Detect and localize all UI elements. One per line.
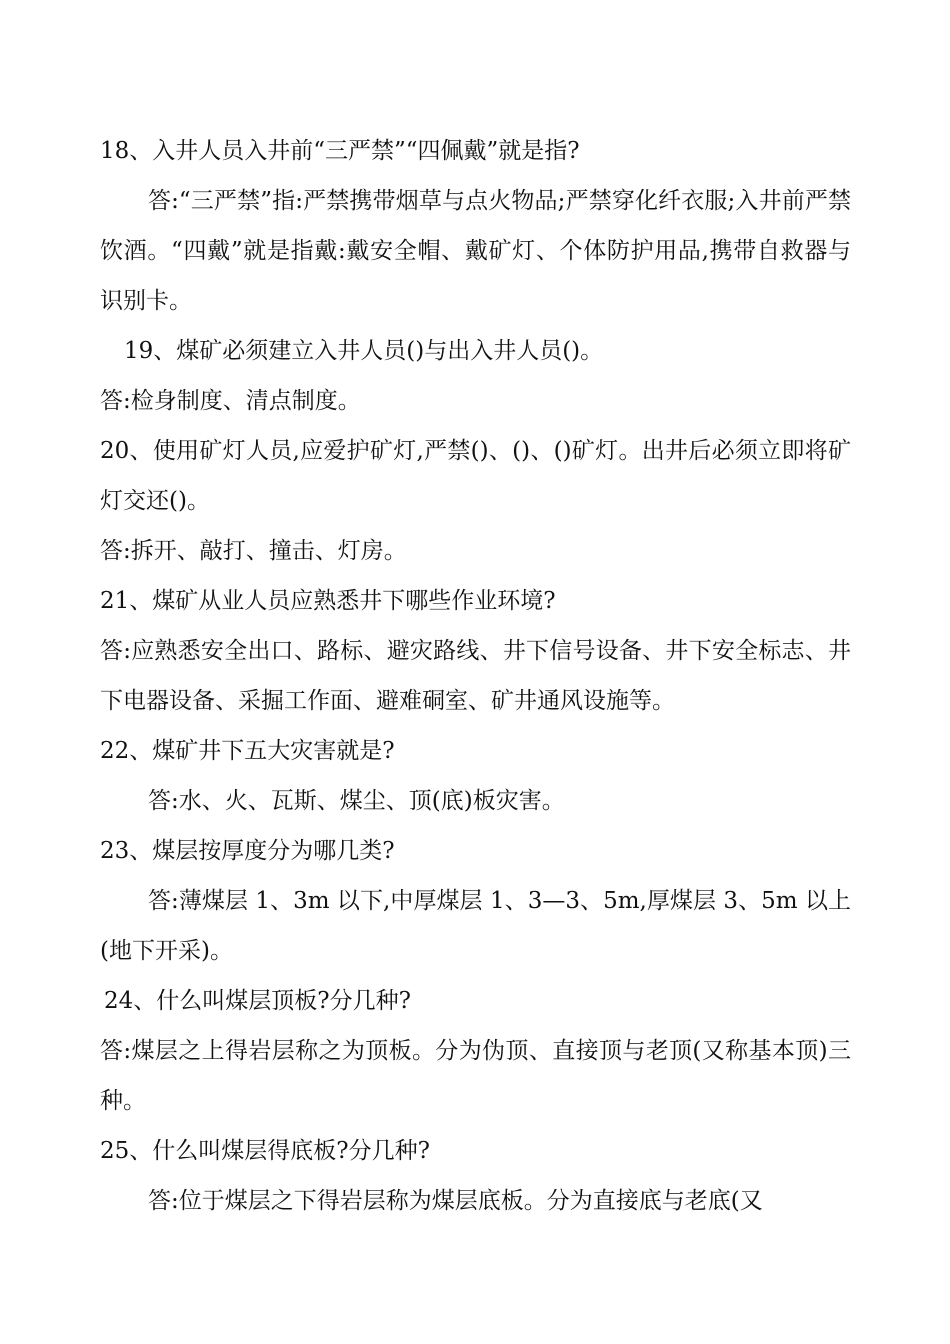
- answer-22: 答:水、火、瓦斯、煤尘、顶(底)板灾害。: [148, 788, 565, 814]
- answer-24: 答:煤层之上得岩层称之为顶板。分为伪顶、直接顶与老顶(又称基本顶)三种。: [100, 1038, 851, 1114]
- answer-18: 答:“三严禁”指:严禁携带烟草与点火物品;严禁穿化纤衣服;入井前严禁饮酒。“四戴”就是指戴:戴安全帽、戴矿灯、个体防护用品,携带自救器与识别卡。: [100, 188, 851, 314]
- answer-25: 答:位于煤层之下得岩层称为煤层底板。分为直接底与老底(又: [148, 1188, 763, 1214]
- answer-20: 答:拆开、敲打、撞击、灯房。: [100, 538, 407, 564]
- answer-23: 答:薄煤层 1、3m 以下,中厚煤层 1、3—3、5m,厚煤层 3、5m 以上(地下开采)。: [100, 888, 851, 964]
- answer-21: 答:应熟悉安全出口、路标、避灾路线、井下信号设备、井下安全标志、井下电器设备、采掘工作面、避难硐室、矿井通风设施等。: [100, 638, 851, 714]
- answer-19: 答:检身制度、清点制度。: [100, 388, 361, 414]
- document-body: [100, 126, 851, 1226]
- question-22: 22、煤矿井下五大灾害就是?: [100, 738, 395, 764]
- question-18: 18、入井人员入井前“三严禁”“四佩戴”就是指?: [100, 138, 580, 164]
- question-25: 25、什么叫煤层得底板?分几种?: [100, 1138, 430, 1164]
- question-20: 20、使用矿灯人员,应爱护矿灯,严禁()、()、()矿灯。出井后必须立即将矿灯交还()。: [100, 438, 851, 514]
- question-23: 23、煤层按厚度分为哪几类?: [100, 838, 395, 864]
- question-19: 19、煤矿必须建立入井人员()与出入井人员()。: [124, 338, 604, 364]
- question-24: 24、什么叫煤层顶板?分几种?: [104, 988, 411, 1014]
- question-21: 21、煤矿从业人员应熟悉井下哪些作业环境?: [100, 588, 556, 614]
